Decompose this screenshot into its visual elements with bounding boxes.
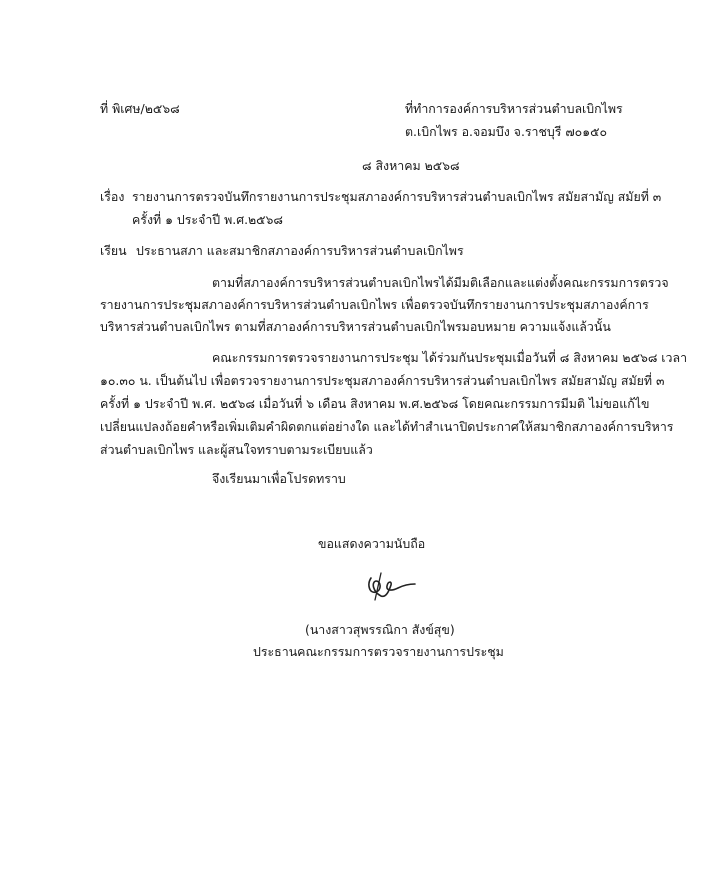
- paragraph-1-line-2: รายงานการประชุมสภาองค์การบริหารส่วนตำบลเบิกไพร เพื่อตรวจบันทึกรายงานการประชุมสภาองค์การ: [100, 297, 649, 312]
- signer-name: (นางสาวสุพรรณิกา สังข์สุข): [305, 622, 455, 637]
- handwritten-signature: [361, 569, 417, 605]
- subject-line-2: ครั้งที่ ๑ ประจำปี พ.ศ.๒๕๖๘: [132, 212, 283, 227]
- signer-title: ประธานคณะกรรมการตรวจรายงานการประชุม: [253, 644, 504, 659]
- closing-statement: จึงเรียนมาเพื่อโปรดทราบ: [212, 471, 346, 486]
- office-address-line1: ที่ทำการองค์การบริหารส่วนตำบลเบิกไพร: [405, 101, 623, 116]
- paragraph-2-line-1: คณะกรรมการตรวจรายงานการประชุม ได้ร่วมกันประชุมเมื่อวันที่ ๘ สิงหาคม ๒๕๖๘ เวลา: [212, 350, 688, 365]
- paragraph-2-line-5: ส่วนตำบลเบิกไพร และผู้สนใจทราบตามระเบียบแล้ว: [100, 442, 373, 457]
- letter-date: ๘ สิงหาคม ๒๕๖๘: [362, 158, 460, 173]
- reference-number: ที่ พิเศษ/๒๕๖๘: [100, 101, 180, 116]
- subject-label: เรื่อง: [100, 189, 125, 204]
- paragraph-2-line-3: ครั้งที่ ๑ ประจำปี พ.ศ. ๒๕๖๘ เมื่อวันที่ ๖ เดือน สิงหาคม พ.ศ.๒๕๖๘ โดยคณะกรรมการมีมติ ไม่ขอแก้ไข: [100, 396, 650, 411]
- paragraph-1-line-1: ตามที่สภาองค์การบริหารส่วนตำบลเบิกไพรได้มีมติเลือกและแต่งตั้งคณะกรรมการตรวจ: [212, 275, 669, 290]
- regards-text: ขอแสดงความนับถือ: [318, 536, 426, 551]
- office-address-line2: ต.เบิกไพร อ.จอมบึง จ.ราชบุรี ๗๐๑๕๐: [405, 124, 608, 139]
- paragraph-2-line-2: ๑๐.๓๐ น. เป็นต้นไป เพื่อตรวจรายงานการประชุมสภาองค์การบริหารส่วนตำบลเบิกไพร สมัยสามัญ สมัยที่ ๓: [100, 373, 665, 388]
- paragraph-1-line-3: บริหารส่วนตำบลเบิกไพร ตามที่สภาองค์การบริหารส่วนตำบลเบิกไพรมอบหมาย ความแจ้งแล้วนั้น: [100, 319, 611, 334]
- recipient-text: ประธานสภา และสมาชิกสภาองค์การบริหารส่วนตำบลเบิกไพร: [136, 243, 464, 258]
- recipient-label: เรียน: [100, 243, 127, 258]
- paragraph-2-line-4: เปลี่ยนแปลงถ้อยคำหรือเพิ่มเติมคำผิดตกแต่อย่างใด และได้ทำสำเนาปิดประกาศให้สมาชิกสภาองค์การบริหาร: [100, 419, 674, 434]
- subject-line-1: รายงานการตรวจบันทึกรายงานการประชุมสภาองค์การบริหารส่วนตำบลเบิกไพร สมัยสามัญ สมัยที่ ๓: [132, 189, 662, 204]
